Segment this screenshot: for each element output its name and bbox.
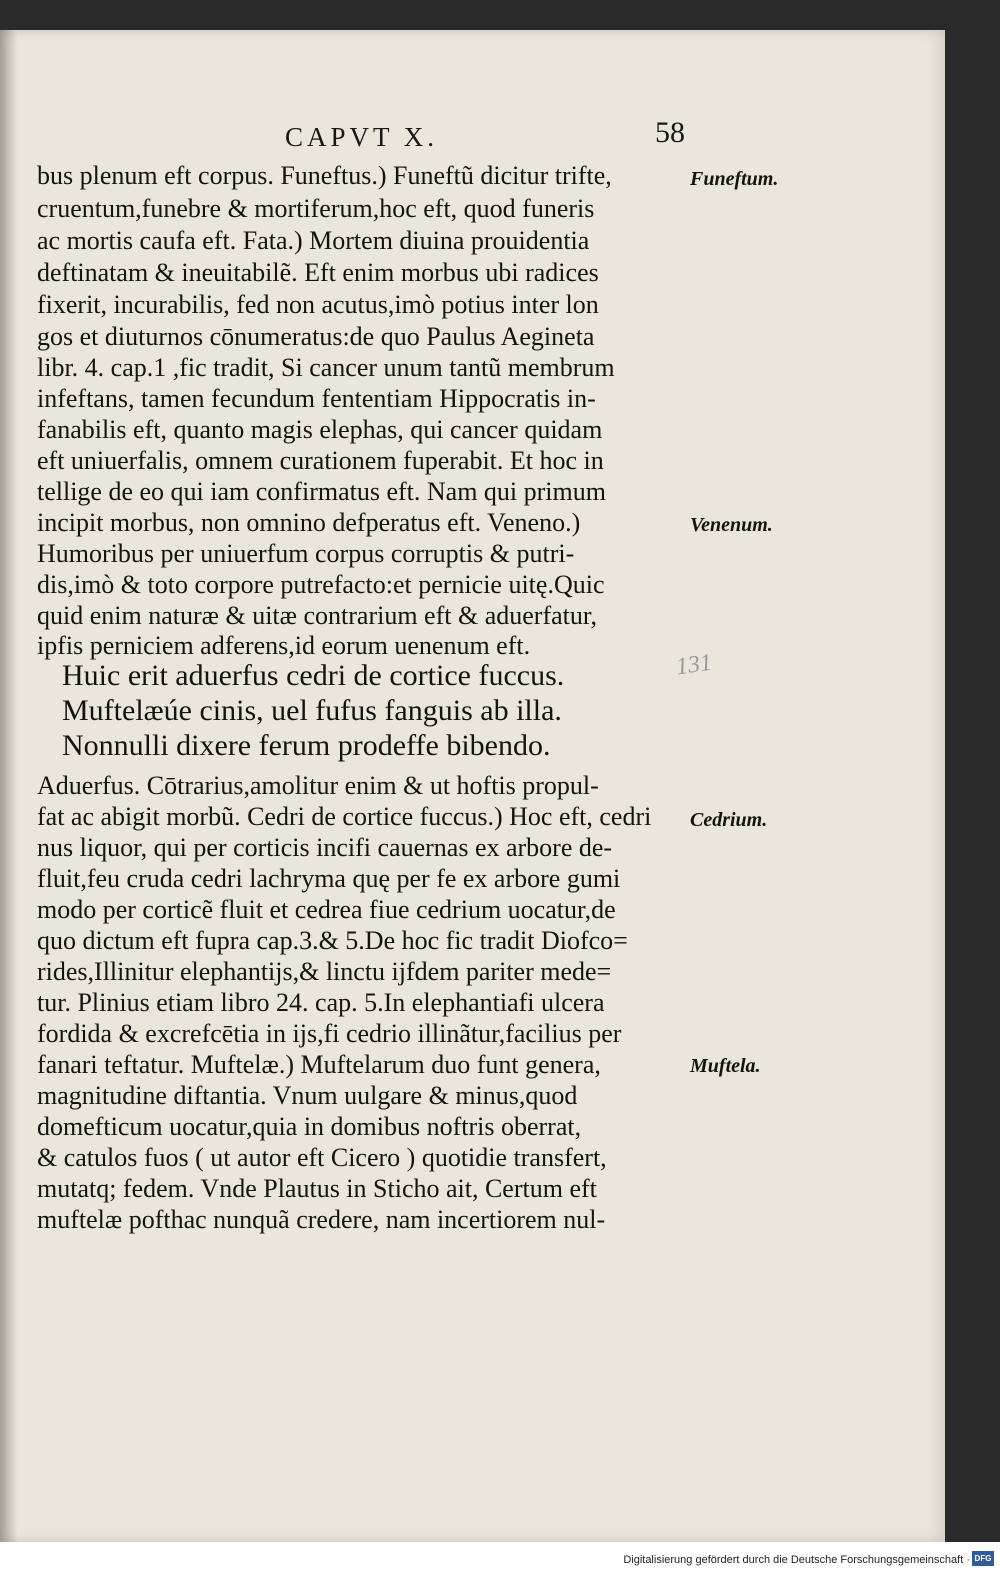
text-line: mutatq; fedem. Vnde Plautus in Sticho ait, Certum eft xyxy=(37,1174,597,1203)
text-line: fanabilis eft, quanto magis elephas, qui cancer quidam xyxy=(37,415,603,444)
margin-note-cedrium: Cedrium. xyxy=(690,809,768,831)
page-number: 58 xyxy=(655,116,685,149)
margin-note-funestum: Funeftum. xyxy=(690,168,779,190)
margin-note-mustela: Muftela. xyxy=(690,1055,761,1077)
text-line: & catulos fuos ( ut autor eft Cicero ) quotidie transfert, xyxy=(37,1143,607,1172)
text-line: quo dictum eft fupra cap.3.& 5.De hoc fic tradit Diofco= xyxy=(37,926,628,955)
verse-line: Nonnulli dixere ferum prodeffe bibendo. xyxy=(62,729,551,762)
text-line: ac mortis caufa eft. Fata.) Mortem diuina prouidentia xyxy=(37,226,590,255)
text-line: libr. 4. cap.1 ,fic tradit, Si cancer unum tantũ membrum xyxy=(37,353,615,382)
page-gutter-shadow xyxy=(0,30,18,1542)
text-line: domefticum uocatur,quia in domibus noftris oberrat, xyxy=(37,1112,582,1141)
text-line: nus liquor, qui per corticis incifi cauernas ex arbore de- xyxy=(37,833,613,862)
text-line: ipfis perniciem adferens,id eorum uenenum eft. xyxy=(37,631,531,660)
text-line: incipit morbus, non omnino defperatus eft. Veneno.) xyxy=(37,508,581,537)
chapter-heading: CAPVT X. xyxy=(285,122,439,152)
text-line: modo per corticẽ fluit et cedrea fiue cedrium uocatur,de xyxy=(37,895,616,924)
text-line: Aduerfus. Cōtrarius,amolitur enim & ut hoftis propul- xyxy=(37,771,599,800)
funding-credit: Digitalisierung gefördert durch die Deutsche Forschungsgemeinschaft · xyxy=(623,1554,970,1566)
text-line: deftinatam & ineuitabilẽ. Eft enim morbus ubi radices xyxy=(37,258,599,287)
text-line: magnitudine diftantia. Vnum uulgare & minus,quod xyxy=(37,1081,578,1110)
text-line: muftelæ pofthac nunquã credere, nam incertiorem nul- xyxy=(37,1205,606,1234)
text-line: fluit,feu cruda cedri lachryma quę per fe ex arbore gumi xyxy=(37,864,621,893)
text-line: fixerit, incurabilis, fed non acutus,imò potius inter lon xyxy=(37,290,599,319)
text-line: eft uniuerfalis, omnem curationem fuperabit. Et hoc in xyxy=(37,446,604,475)
running-header xyxy=(285,116,685,162)
text-line: quid enim naturæ & uitæ contrarium eft & aduerfatur, xyxy=(37,601,597,630)
handwritten-pencil-note: 131 xyxy=(674,649,714,681)
text-line: cruentum,funebre & mortiferum,hoc eft, quod funeris xyxy=(37,194,595,223)
dfg-logo-icon: DFG xyxy=(972,1551,994,1566)
text-line: infeftans, tamen fecundum fententiam Hippocratis in- xyxy=(37,384,596,413)
text-line: Humoribus per uniuerfum corpus corruptis & putri- xyxy=(37,539,575,568)
text-line: fanari teftatur. Muftelæ.) Muftelarum duo funt genera, xyxy=(37,1050,601,1079)
text-line: dis,imò & toto corpore putrefacto:et pernicie uitę.Quic xyxy=(37,570,605,599)
text-line: bus plenum eft corpus. Funeftus.) Funeftũ dicitur trifte, xyxy=(37,161,612,190)
verse-line: Muftelæúe cinis, uel fufus fanguis ab illa. xyxy=(62,694,562,727)
margin-note-venenum: Venenum. xyxy=(690,514,773,536)
text-line: fat ac abigit morbũ. Cedri de cortice fuccus.) Hoc eft, cedri xyxy=(37,802,652,831)
text-line: rides,Illinitur elephantijs,& linctu ijfdem pariter mede= xyxy=(37,957,612,986)
text-line: tellige de eo qui iam confirmatus eft. Nam qui primum xyxy=(37,477,606,506)
text-line: fordida & excrefcētia in ijs,fi cedrio illinãtur,facilius per xyxy=(37,1019,622,1048)
text-line: gos et diuturnos cōnumeratus:de quo Paulus Aegineta xyxy=(37,322,595,351)
verse-line: Huic erit aduerfus cedri de cortice fuccus. xyxy=(62,659,565,692)
text-line: tur. Plinius etiam libro 24. cap. 5.In elephantiafi ulcera xyxy=(37,988,605,1017)
